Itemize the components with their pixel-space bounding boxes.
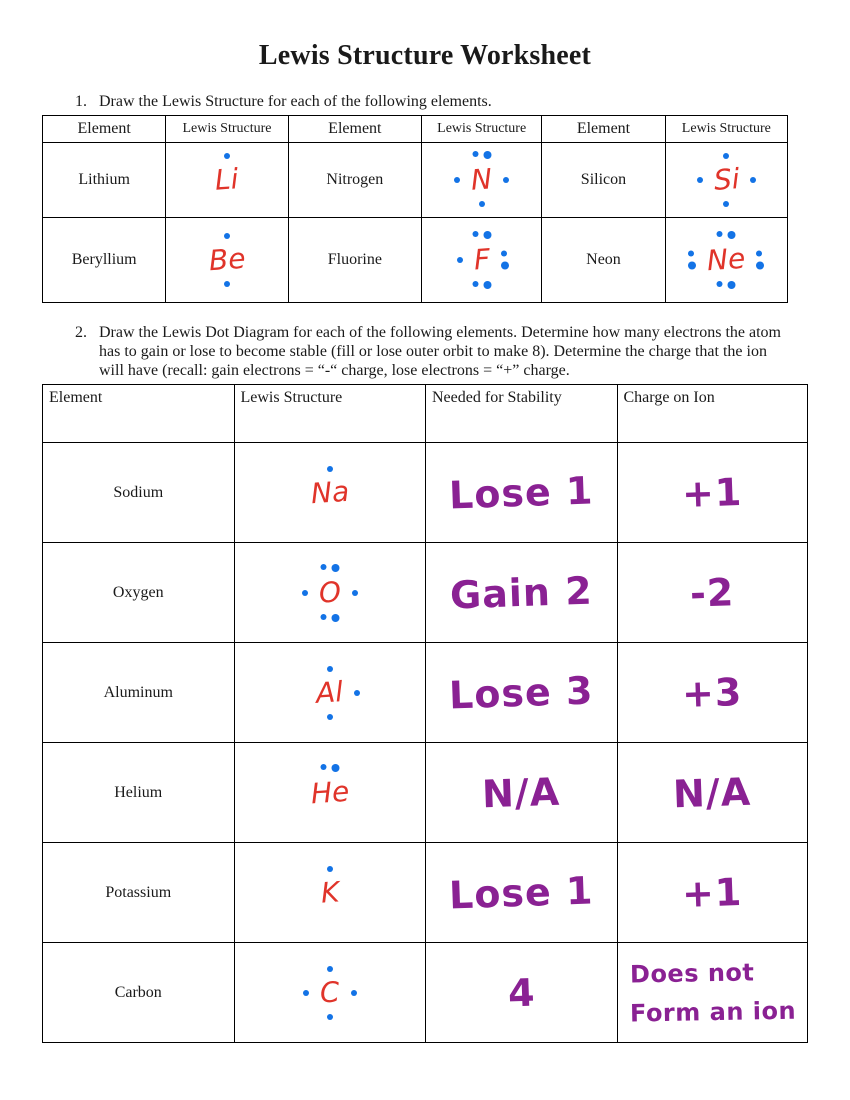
lewis-structure-cell — [234, 443, 426, 543]
stability-answer: Lose 1 — [448, 467, 595, 518]
lewis-structure-f — [472, 242, 491, 277]
lewis-structure-na — [309, 474, 350, 510]
electron-dots-left — [688, 251, 696, 270]
electron-dot — [457, 257, 463, 263]
electron-dots-bottom — [472, 281, 491, 289]
element-name: Potassium — [43, 843, 235, 943]
electron-dots-bottom — [723, 201, 729, 207]
charge-answer: -2 — [689, 569, 736, 616]
element-name: Fluorine — [288, 218, 421, 303]
lewis-structure-al — [315, 674, 345, 710]
lewis-structure-si — [712, 162, 741, 197]
column-header: Element — [43, 385, 235, 443]
electron-dots-left — [457, 257, 463, 263]
electron-dots-bottom — [320, 614, 339, 622]
electron-dot — [479, 201, 485, 207]
electron-dot — [302, 590, 308, 596]
table-row — [43, 843, 808, 943]
electron-dot — [351, 990, 357, 996]
electron-dot — [501, 251, 507, 257]
electron-dot — [756, 262, 764, 270]
electron-dot — [327, 966, 333, 972]
electron-dot — [224, 153, 230, 159]
header-row — [43, 116, 788, 143]
electron-dots-bottom — [479, 201, 485, 207]
electron-dots-top — [472, 231, 491, 239]
electron-dot — [717, 231, 723, 237]
question-2 — [75, 323, 850, 380]
element-name: Neon — [542, 218, 665, 303]
lewis-structure-cell — [166, 218, 288, 303]
electron-dots-right — [756, 251, 764, 270]
question-2-number: 2. — [75, 324, 87, 341]
electron-dots-left — [454, 177, 460, 183]
column-header: Lewis Structure — [234, 385, 426, 443]
lewis-structure-cell — [665, 143, 787, 218]
electron-dots-right — [354, 690, 360, 696]
column-header: Lewis Structure — [422, 116, 542, 143]
electron-dots-top — [320, 764, 339, 772]
electron-dot — [472, 151, 478, 157]
electron-dot — [503, 177, 509, 183]
element-symbol: C — [318, 974, 341, 1010]
lewis-structure-he — [309, 774, 350, 810]
element-name: Oxygen — [43, 543, 235, 643]
page-title: Lewis Structure Worksheet — [258, 40, 592, 71]
header-row — [43, 385, 808, 443]
column-header: Lewis Structure — [166, 116, 288, 143]
lewis-structure-n — [470, 162, 494, 197]
electron-dots-top — [327, 466, 333, 472]
element-name: Beryllium — [43, 218, 166, 303]
table-row — [43, 943, 808, 1043]
lewis-structure-cell — [166, 143, 288, 218]
electron-dots-right — [352, 590, 358, 596]
charge-answer: +1 — [681, 869, 744, 916]
element-symbol: N — [470, 162, 494, 197]
electron-dot — [750, 177, 756, 183]
electron-dots-top — [224, 233, 230, 239]
element-name: Silicon — [542, 143, 665, 218]
electron-dots-left — [303, 990, 309, 996]
column-header: Element — [542, 116, 665, 143]
electron-dots-bottom — [224, 281, 230, 287]
electron-dots-bottom — [717, 281, 736, 289]
question-2-prompt: Draw the Lewis Dot Diagram for each of the following elements. Determine how many electrons the atom has to gain or lose to become stable (fill or lose outer orbit to make 8). Determine the charge that the ion will have (recall: gain electrons = “-“ charge, lose electrons = “+” charge. — [99, 324, 781, 379]
element-symbol: He — [309, 774, 350, 810]
charge-answer-cell — [617, 543, 808, 643]
electron-dot — [501, 262, 509, 270]
element-symbol: K — [319, 874, 341, 910]
lewis-structure-o — [317, 574, 342, 610]
element-symbol: O — [317, 574, 342, 610]
electron-dots-top — [327, 666, 333, 672]
question-1 — [75, 92, 850, 111]
electron-dots-bottom — [327, 714, 333, 720]
lewis-structure-cell — [234, 543, 426, 643]
electron-dots-right — [503, 177, 509, 183]
electron-dots-top — [327, 966, 333, 972]
lewis-structure-k — [319, 874, 341, 910]
charge-answer-cell — [617, 843, 808, 943]
electron-dot — [483, 281, 491, 289]
electron-dots-right — [351, 990, 357, 996]
charge-answer-cell — [617, 743, 808, 843]
element-name: Sodium — [43, 443, 235, 543]
element-symbol: Al — [315, 674, 345, 710]
electron-dot — [327, 866, 333, 872]
electron-dot — [224, 281, 230, 287]
column-header: Charge on Ion — [617, 385, 808, 443]
electron-dot — [717, 281, 723, 287]
electron-dots-top — [472, 151, 491, 159]
electron-dot — [483, 231, 491, 239]
electron-dots-left — [697, 177, 703, 183]
electron-dot — [327, 1014, 333, 1020]
table-row — [43, 643, 808, 743]
electron-dot — [756, 251, 762, 257]
electron-dots-top — [723, 153, 729, 159]
electron-dot — [728, 231, 736, 239]
electron-dot — [688, 262, 696, 270]
element-symbol: F — [472, 242, 491, 277]
stability-answer: N/A — [481, 769, 562, 816]
charge-answer-line: Form an ion — [629, 996, 796, 1028]
charge-answer: +3 — [681, 669, 744, 716]
element-name: Nitrogen — [288, 143, 421, 218]
charge-answer: N/A — [672, 769, 753, 816]
ion-charge-table — [42, 384, 808, 1043]
element-name: Lithium — [43, 143, 166, 218]
electron-dot — [303, 990, 309, 996]
electron-dot — [728, 281, 736, 289]
charge-answer-cell — [617, 443, 808, 543]
element-symbol: Ne — [706, 241, 747, 278]
electron-dots-top — [320, 564, 339, 572]
stability-answer: 4 — [506, 970, 536, 1015]
lewis-structure-cell — [422, 143, 542, 218]
electron-dots-top — [224, 153, 230, 159]
electron-dots-right — [501, 251, 509, 270]
table-row — [43, 743, 808, 843]
stability-answer: Lose 1 — [448, 867, 595, 918]
electron-dots-right — [750, 177, 756, 183]
electron-dot — [454, 177, 460, 183]
column-header: Needed for Stability — [426, 385, 618, 443]
electron-dot — [224, 233, 230, 239]
stability-answer: Lose 3 — [448, 667, 595, 718]
element-symbol: Li — [214, 162, 240, 197]
electron-dot — [352, 590, 358, 596]
electron-dots-bottom — [327, 1014, 333, 1020]
lewis-structure-li — [214, 162, 240, 197]
electron-dot — [331, 614, 339, 622]
electron-dot — [483, 151, 491, 159]
electron-dot — [320, 564, 326, 570]
electron-dots-left — [302, 590, 308, 596]
charge-answer-cell — [617, 643, 808, 743]
element-symbol: Be — [207, 241, 247, 278]
lewis-structure-cell — [422, 218, 542, 303]
element-name: Carbon — [43, 943, 235, 1043]
electron-dots-top — [327, 866, 333, 872]
column-header: Lewis Structure — [665, 116, 787, 143]
electron-dot — [723, 153, 729, 159]
stability-answer: Gain 2 — [449, 568, 594, 617]
stability-answer-cell — [426, 443, 618, 543]
electron-dot — [320, 614, 326, 620]
electron-dot — [327, 714, 333, 720]
stability-answer-cell — [426, 643, 618, 743]
electron-dot — [327, 466, 333, 472]
table-row — [43, 443, 808, 543]
element-name: Helium — [43, 743, 235, 843]
lewis-structure-cell — [234, 843, 426, 943]
stability-answer-cell — [426, 543, 618, 643]
stability-answer-cell — [426, 843, 618, 943]
electron-dot — [331, 764, 339, 772]
table-row — [43, 143, 788, 218]
element-symbol: Na — [309, 474, 350, 510]
lewis-structure-ne — [706, 241, 747, 278]
element-name: Aluminum — [43, 643, 235, 743]
elements-lewis-table — [42, 115, 788, 303]
electron-dot — [327, 666, 333, 672]
electron-dot — [472, 281, 478, 287]
table-row — [43, 543, 808, 643]
charge-answer-line: Does not — [629, 958, 755, 989]
electron-dot — [697, 177, 703, 183]
electron-dot — [331, 564, 339, 572]
lewis-structure-cell — [234, 743, 426, 843]
charge-answer-cell — [617, 943, 808, 1043]
stability-answer-cell — [426, 943, 618, 1043]
lewis-structure-cell — [234, 943, 426, 1043]
table-row — [43, 218, 788, 303]
lewis-structure-cell — [665, 218, 787, 303]
lewis-structure-c — [318, 974, 341, 1010]
column-header: Element — [288, 116, 421, 143]
element-symbol: Si — [712, 162, 741, 197]
lewis-structure-cell — [234, 643, 426, 743]
column-header: Element — [43, 116, 166, 143]
electron-dot — [723, 201, 729, 207]
stability-answer-cell — [426, 743, 618, 843]
charge-answer: +1 — [681, 469, 744, 516]
electron-dot — [472, 231, 478, 237]
question-1-prompt: Draw the Lewis Structure for each of the following elements. — [99, 93, 492, 110]
question-1-number: 1. — [75, 93, 87, 110]
electron-dot — [320, 764, 326, 770]
lewis-structure-be — [207, 241, 247, 278]
electron-dot — [688, 251, 694, 257]
electron-dots-top — [717, 231, 736, 239]
electron-dot — [354, 690, 360, 696]
